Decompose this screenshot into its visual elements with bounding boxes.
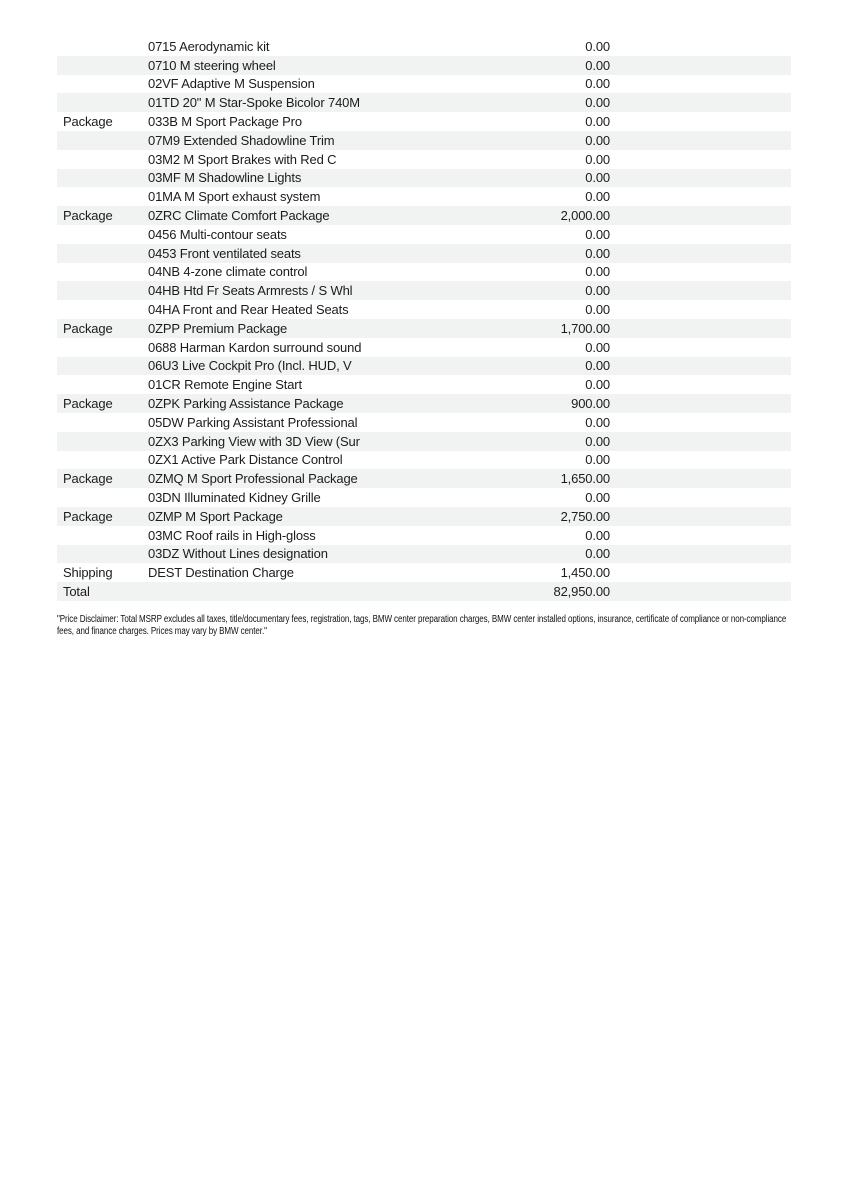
price-disclaimer: "Price Disclaimer: Total MSRP excludes all taxes, title/documentary fees, registration, tags, BMW center preparation charges, BMW center installed options, insurance, certificate of compliance or non-compliance fees, and finance charges. Prices may vary by BMW center." bbox=[57, 614, 787, 638]
price-cell: 0.00 bbox=[585, 170, 610, 186]
category-cell: Shipping bbox=[63, 565, 113, 581]
table-row bbox=[57, 451, 791, 470]
category-cell: Total bbox=[63, 584, 90, 599]
description-cell: 04NB 4-zone climate control bbox=[148, 264, 308, 280]
price-cell: 1,700.00 bbox=[560, 320, 610, 336]
description-cell: 01TD 20" M Star-Spoke Bicolor 740M bbox=[148, 95, 360, 111]
price-cell: 0.00 bbox=[585, 245, 610, 261]
table-row bbox=[57, 37, 791, 56]
price-cell: 0.00 bbox=[585, 38, 610, 54]
price-cell: 0.00 bbox=[585, 339, 610, 355]
price-cell: 0.00 bbox=[585, 546, 610, 562]
description-cell: 0ZX3 Parking View with 3D View (Sur bbox=[148, 433, 360, 449]
description-cell: 01MA M Sport exhaust system bbox=[148, 189, 321, 205]
table-row bbox=[57, 225, 791, 244]
price-cell: 0.00 bbox=[585, 358, 610, 374]
table-row bbox=[57, 338, 791, 357]
table-row bbox=[57, 187, 791, 206]
price-cell: 1,450.00 bbox=[560, 565, 610, 581]
table-row bbox=[57, 488, 791, 507]
price-cell: 0.00 bbox=[585, 151, 610, 167]
description-cell: 03DN Illuminated Kidney Grille bbox=[148, 490, 321, 506]
category-cell: Package bbox=[63, 508, 113, 524]
table-row bbox=[57, 263, 791, 282]
table-row bbox=[57, 150, 791, 169]
price-cell: 0.00 bbox=[585, 189, 610, 205]
price-cell: 2,000.00 bbox=[560, 208, 610, 224]
price-cell: 2,750.00 bbox=[560, 508, 610, 524]
description-cell: 04HB Htd Fr Seats Armrests / S Whl bbox=[148, 283, 353, 299]
description-cell: 04HA Front and Rear Heated Seats bbox=[148, 302, 349, 318]
category-cell: Package bbox=[63, 396, 113, 412]
description-cell: 05DW Parking Assistant Professional bbox=[148, 414, 358, 430]
table-row bbox=[57, 563, 791, 582]
description-cell: 0710 M steering wheel bbox=[148, 57, 276, 73]
description-cell: 02VF Adaptive M Suspension bbox=[148, 76, 315, 92]
description-cell: 07M9 Extended Shadowline Trim bbox=[148, 132, 335, 148]
table-row bbox=[57, 112, 791, 131]
table-row bbox=[57, 300, 791, 319]
table-row bbox=[57, 319, 791, 338]
price-cell: 0.00 bbox=[585, 452, 610, 468]
description-cell: 0ZMP M Sport Package bbox=[148, 508, 283, 524]
description-cell: 03DZ Without Lines designation bbox=[148, 546, 328, 562]
description-cell: 0ZPK Parking Assistance Package bbox=[148, 396, 344, 412]
table-row bbox=[57, 357, 791, 376]
table-row bbox=[57, 131, 791, 150]
price-cell: 0.00 bbox=[585, 433, 610, 449]
description-cell: 01CR Remote Engine Start bbox=[148, 377, 302, 393]
table-row bbox=[57, 507, 791, 526]
price-cell: 0.00 bbox=[585, 490, 610, 506]
table-row bbox=[57, 75, 791, 94]
table-row bbox=[57, 281, 791, 300]
description-cell: 0688 Harman Kardon surround sound bbox=[148, 339, 362, 355]
price-cell: 82,950.00 bbox=[553, 584, 610, 599]
description-cell: 033B M Sport Package Pro bbox=[148, 114, 302, 130]
table-row bbox=[57, 375, 791, 394]
table-row bbox=[57, 169, 791, 188]
description-cell: 06U3 Live Cockpit Pro (Incl. HUD, V bbox=[148, 358, 352, 374]
price-cell: 0.00 bbox=[585, 95, 610, 111]
table-row bbox=[57, 244, 791, 263]
table-row bbox=[57, 394, 791, 413]
description-cell: 03M2 M Sport Brakes with Red C bbox=[148, 151, 337, 167]
price-cell: 0.00 bbox=[585, 377, 610, 393]
price-cell: 0.00 bbox=[585, 57, 610, 73]
table-row bbox=[57, 413, 791, 432]
price-cell: 0.00 bbox=[585, 264, 610, 280]
category-cell: Package bbox=[63, 208, 113, 224]
table-row bbox=[57, 526, 791, 545]
table-row bbox=[57, 545, 791, 564]
table-row bbox=[57, 432, 791, 451]
description-cell: 03MC Roof rails in High-gloss bbox=[148, 527, 316, 543]
description-cell: 0453 Front ventilated seats bbox=[148, 245, 301, 261]
price-cell: 0.00 bbox=[585, 76, 610, 92]
category-cell: Package bbox=[63, 114, 113, 130]
description-cell: 0715 Aerodynamic kit bbox=[148, 38, 270, 54]
description-cell: 03MF M Shadowline Lights bbox=[148, 170, 302, 186]
table-row bbox=[57, 469, 791, 488]
price-cell: 0.00 bbox=[585, 414, 610, 430]
options-table bbox=[57, 37, 791, 601]
description-cell: 0ZMQ M Sport Professional Package bbox=[148, 471, 358, 487]
table-row bbox=[57, 206, 791, 225]
price-cell: 0.00 bbox=[585, 527, 610, 543]
description-cell: 0ZRC Climate Comfort Package bbox=[148, 208, 330, 224]
description-cell: 0456 Multi-contour seats bbox=[148, 226, 287, 242]
category-cell: Package bbox=[63, 471, 113, 487]
description-cell: 0ZX1 Active Park Distance Control bbox=[148, 452, 343, 468]
price-cell: 0.00 bbox=[585, 226, 610, 242]
category-cell: Package bbox=[63, 320, 113, 336]
table-row bbox=[57, 582, 791, 601]
price-cell: 1,650.00 bbox=[560, 471, 610, 487]
description-cell: 0ZPP Premium Package bbox=[148, 320, 288, 336]
price-cell: 0.00 bbox=[585, 132, 610, 148]
table-row bbox=[57, 93, 791, 112]
price-cell: 0.00 bbox=[585, 114, 610, 130]
table-row bbox=[57, 56, 791, 75]
description-cell: DEST Destination Charge bbox=[148, 565, 294, 581]
price-cell: 900.00 bbox=[571, 396, 610, 412]
price-cell: 0.00 bbox=[585, 283, 610, 299]
price-cell: 0.00 bbox=[585, 302, 610, 318]
